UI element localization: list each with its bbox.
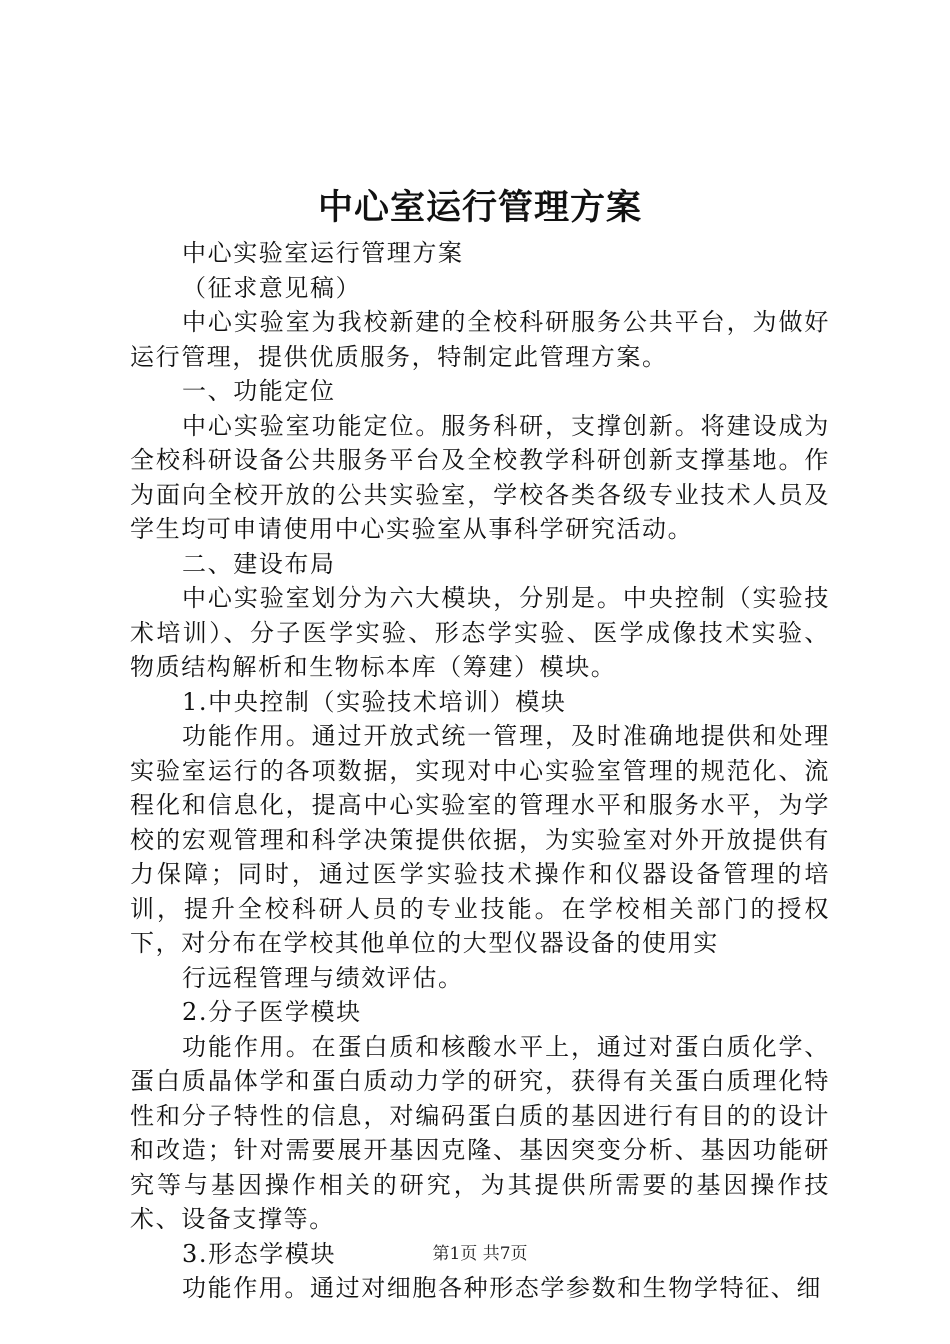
section-heading-layout: 二、建设布局 (182, 549, 336, 578)
paragraph-central-control-cont: 行远程管理与绩效评估。 (182, 963, 464, 992)
module-heading-morphology: 3.形态学模块 (182, 1239, 337, 1268)
module-heading-molecular: 2.分子医学模块 (182, 998, 362, 1026)
module-heading-central-control: 1.中央控制（实验技术培训）模块 (182, 687, 567, 716)
paragraph-molecular: 功能作用。在蛋白质和核酸水平上，通过对蛋白质化学、蛋白质晶体学和蛋白质动力学的研究，获得有关蛋白质理化特性和分子特性的信息，对编码蛋白质的基因进行有目的的设计和改造；针对需要展开基因克隆、基因突变分析、基因功能研究等与基因操作相关的研究，为其提供所需要的基因操作技术、设备支撑等。 (130, 1032, 830, 1233)
document-body (130, 236, 830, 1306)
paragraph-intro: 中心实验室为我校新建的全校科研服务公共平台，为做好运行管理，提供优质服务，特制定此管理方案。 (130, 308, 830, 371)
paragraph-morphology: 功能作用。通过对细胞各种形态学参数和生物学特征、细 (182, 1274, 822, 1302)
paragraph-function: 中心实验室功能定位。服务科研，支撑创新。将建设成为全校科研设备公共服务平台及全校教学科研创新支撑基地。作为面向全校开放的公共实验室，学校各类各级专业技术人员及学生均可申请使用中心实验室从事科学研究活动。 (130, 411, 830, 543)
section-heading-function: 一、功能定位 (182, 377, 336, 405)
paragraph-draft-note: （征求意见稿） (182, 273, 362, 302)
paragraph-central-control: 功能作用。通过开放式统一管理，及时准确地提供和处理实验室运行的各项数据，实现对中心实验室管理的规范化、流程化和信息化，提高中心实验室的管理水平和服务水平，为学校的宏观管理和科学决策提供依据，为实验室对外开放提供有力保障；同时，通过医学实验技术操作和仪器设备管理的培训，提升全校科研人员的专业技能。在学校相关部门的授权下，对分布在学校其他单位的大型仪器设备的使用实 (130, 722, 830, 957)
paragraph-layout: 中心实验室划分为六大模块，分别是。中央控制（实验技术培训）、分子医学实验、形态学实验、医学成像技术实验、物质结构解析和生物标本库（筹建）模块。 (130, 584, 830, 681)
paragraph-subtitle: 中心实验室运行管理方案 (182, 239, 464, 267)
page-number-footer: 第1页 共7页 (432, 1244, 528, 1264)
document-title: 中心室运行管理方案 (317, 187, 642, 228)
